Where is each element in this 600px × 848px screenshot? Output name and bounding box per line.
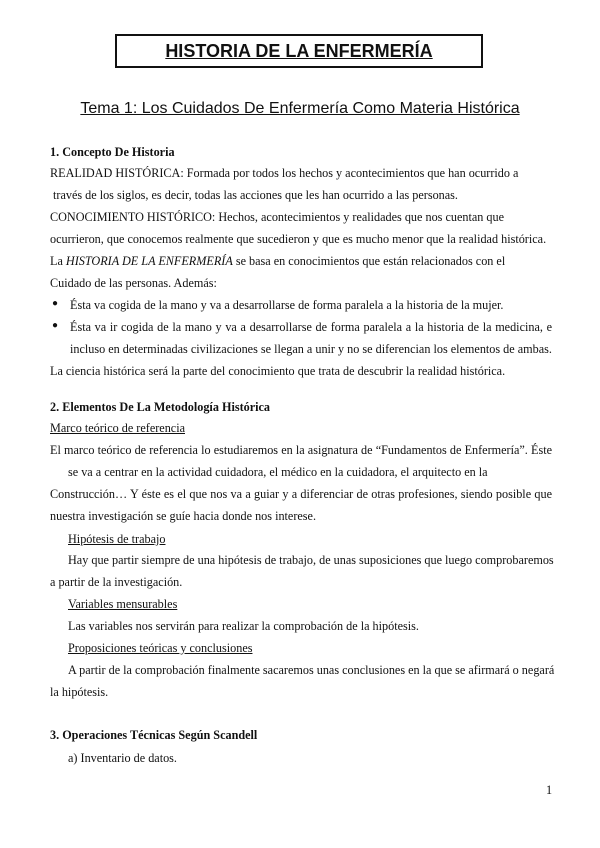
text-line: Cuidado de las personas. Además: [50, 276, 217, 290]
text: se basa en conocimientos que están relacionados con el [232, 254, 506, 268]
list-item: a) Inventario de datos. [68, 751, 177, 765]
text-line: Hay que partir siempre de una hipótesis de trabajo, de unas suposiciones que luego comprobaremos [68, 553, 554, 567]
subheading: Variables mensurables [68, 597, 178, 611]
text-line: CONOCIMIENTO HISTÓRICO: Hechos, acontecimientos y realidades que nos cuentan que [50, 210, 504, 224]
text-line: se va a centrar en la actividad cuidadora, el médico en la cuidadora, el arquitecto en la [68, 465, 488, 479]
subtitle: Tema 1: Los Cuidados De Enfermería Como Materia Histórica [80, 100, 520, 117]
subheading: Hipótesis de trabajo [68, 532, 166, 546]
document-title: HISTORIA DE LA ENFERMERÍA [165, 41, 433, 61]
bullet-item: Ésta va cogida de la mano y va a desarrollarse de forma paralela a la historia de la mujer. [70, 298, 504, 312]
bullet-item-continuation: incluso en determinadas civilizaciones se llegan a unir y no se diferencian los elementos de ambas. [70, 342, 552, 356]
bullet-icon: ● [52, 320, 59, 331]
bullet-item: Ésta va ir cogida de la mano y va a desarrollarse de forma paralela a la historia de la medicina, e [70, 320, 552, 334]
text-line: a partir de la investigación. [50, 575, 183, 589]
text-line: ocurrieron, que conocemos realmente que sucedieron y que es mucho menor que la realidad histórica. [50, 232, 547, 246]
text-line: través de los siglos, es decir, todas las acciones que les han ocurrido a las personas. [53, 188, 458, 202]
title-box [115, 34, 483, 68]
text-line: nuestra investigación se guíe hacia donde nos interese. [50, 509, 317, 523]
text-line: Construcción… Y éste es el que nos va a guiar y a diferenciar de otras profesiones, siendo posible que [50, 487, 552, 501]
section-2-heading: 2. Elementos De La Metodología Histórica [50, 400, 271, 414]
page-number: 1 [546, 783, 553, 797]
text-line: REALIDAD HISTÓRICA: Formada por todos los hechos y acontecimientos que han ocurrido a [50, 166, 519, 180]
text-line: El marco teórico de referencia lo estudiaremos en la asignatura de “Fundamentos de Enfermería”. Éste [50, 443, 552, 457]
italic-text: HISTORIA DE LA ENFERMERÍA [65, 254, 233, 268]
subheading: Proposiciones teóricas y conclusiones [68, 641, 253, 655]
text-line: La ciencia histórica será la parte del conocimiento que trata de descubrir la realidad histórica. [50, 364, 506, 378]
section-3-heading: 3. Operaciones Técnicas Según Scandell [50, 728, 258, 742]
subheading: Marco teórico de referencia [50, 421, 185, 435]
text-line: A partir de la comprobación finalmente sacaremos unas conclusiones en la que se afirmará o negará [68, 663, 555, 677]
text-line: la hipótesis. [50, 685, 109, 699]
bullet-icon: ● [52, 298, 59, 309]
text-line: Las variables nos servirán para realizar la comprobación de la hipótesis. [68, 619, 419, 633]
text-line [50, 253, 505, 269]
text: La [50, 254, 66, 268]
section-1-heading: 1. Concepto De Historia [50, 145, 175, 159]
